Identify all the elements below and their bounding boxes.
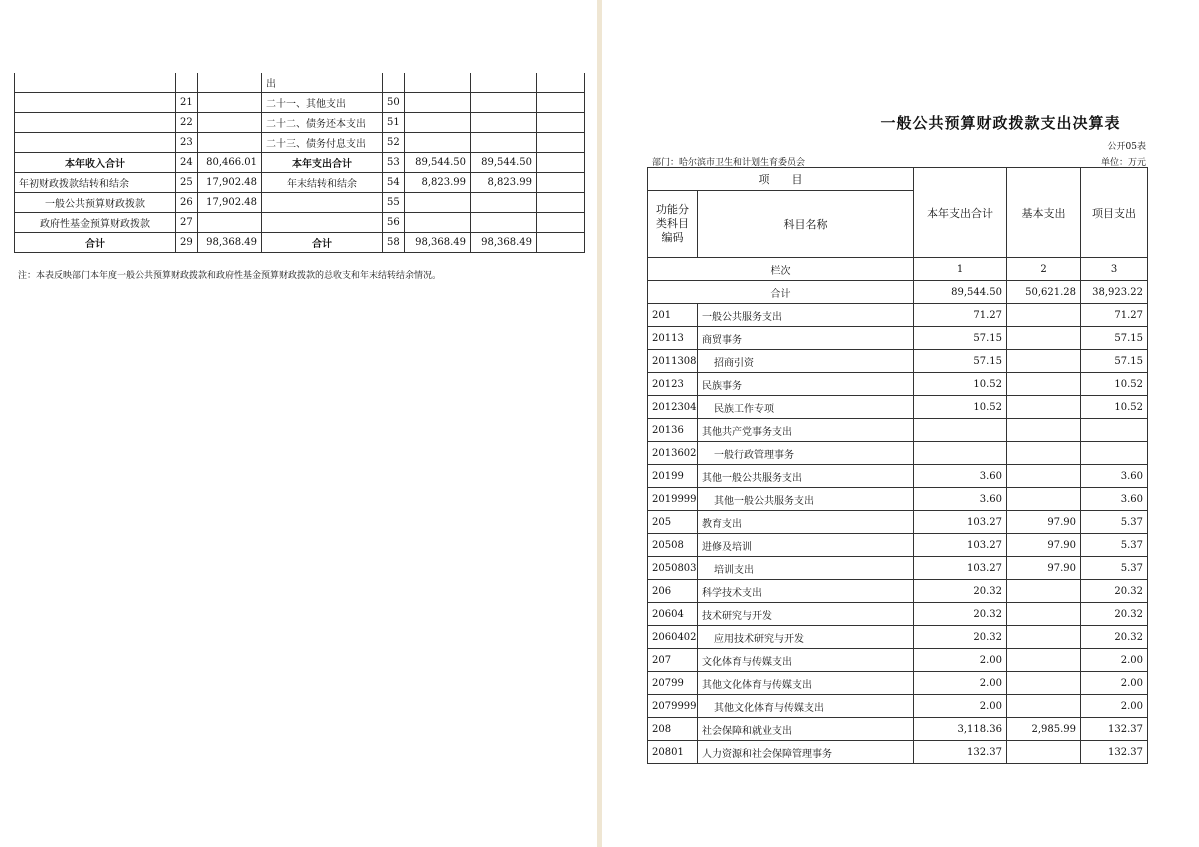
row-name: 其他一般公共服务支出 bbox=[698, 488, 914, 511]
table-cell: 89,544.50 bbox=[405, 153, 471, 173]
table-cell bbox=[537, 153, 585, 173]
row-name: 进修及培训 bbox=[698, 534, 914, 557]
table-cell bbox=[405, 93, 471, 113]
row-name: 招商引资 bbox=[698, 350, 914, 373]
row-project: 71.27 bbox=[1081, 304, 1148, 327]
table-row bbox=[648, 373, 1148, 396]
table-row bbox=[648, 350, 1148, 373]
table-cell bbox=[537, 173, 585, 193]
table-row bbox=[15, 133, 585, 153]
row-total: 103.27 bbox=[914, 511, 1007, 534]
row-total: 2.00 bbox=[914, 649, 1007, 672]
row-name: 商贸事务 bbox=[698, 327, 914, 350]
row-project: 57.15 bbox=[1081, 327, 1148, 350]
header-item: 项 目 bbox=[648, 168, 914, 191]
row-project: 20.32 bbox=[1081, 626, 1148, 649]
table-row bbox=[648, 695, 1148, 718]
table-cell bbox=[537, 193, 585, 213]
header-basic: 基本支出 bbox=[1007, 168, 1081, 258]
table-cell: 80,466.01 bbox=[198, 153, 262, 173]
row-basic: 2,985.99 bbox=[1007, 718, 1081, 741]
header-total: 本年支出合计 bbox=[914, 168, 1007, 258]
column-label: 栏次 bbox=[648, 258, 914, 281]
row-total: 20.32 bbox=[914, 580, 1007, 603]
row-name: 其他共产党事务支出 bbox=[698, 419, 914, 442]
row-basic bbox=[1007, 603, 1081, 626]
row-total: 3.60 bbox=[914, 465, 1007, 488]
row-project: 3.60 bbox=[1081, 488, 1148, 511]
row-basic bbox=[1007, 373, 1081, 396]
sum-total: 89,544.50 bbox=[914, 281, 1007, 304]
row-total: 2.00 bbox=[914, 695, 1007, 718]
row-project: 10.52 bbox=[1081, 396, 1148, 419]
table-row bbox=[648, 442, 1148, 465]
table-cell: 52 bbox=[383, 133, 405, 153]
table-cell: 二十二、债务还本支出 bbox=[262, 113, 383, 133]
row-name: 文化体育与传媒支出 bbox=[698, 649, 914, 672]
row-total: 20.32 bbox=[914, 603, 1007, 626]
table-cell bbox=[537, 233, 585, 253]
row-name: 科学技术支出 bbox=[698, 580, 914, 603]
row-total bbox=[914, 419, 1007, 442]
table-cell: 本年收入合计 bbox=[15, 153, 176, 173]
row-code: 20199 bbox=[648, 465, 698, 488]
table-row bbox=[15, 73, 585, 93]
table-cell: 政府性基金预算财政拨款 bbox=[15, 213, 176, 233]
row-total: 10.52 bbox=[914, 396, 1007, 419]
table-cell: 89,544.50 bbox=[471, 153, 537, 173]
row-basic bbox=[1007, 396, 1081, 419]
row-basic bbox=[1007, 488, 1081, 511]
unit-label: 单位：万元 bbox=[1100, 158, 1146, 168]
row-basic bbox=[1007, 626, 1081, 649]
row-project bbox=[1081, 419, 1148, 442]
table-cell: 合计 bbox=[15, 233, 176, 253]
row-name: 技术研究与开发 bbox=[698, 603, 914, 626]
table-row bbox=[15, 93, 585, 113]
right-page bbox=[602, 0, 1199, 847]
header-project: 项目支出 bbox=[1081, 168, 1148, 258]
table-row bbox=[648, 511, 1148, 534]
table-cell: 一般公共预算财政拨款 bbox=[15, 193, 176, 213]
table-cell bbox=[471, 93, 537, 113]
row-basic bbox=[1007, 695, 1081, 718]
table-cell bbox=[176, 73, 198, 93]
column-3: 3 bbox=[1081, 258, 1148, 281]
department-label: 部门：哈尔滨市卫生和计划生育委员会 bbox=[652, 158, 806, 168]
table-cell bbox=[15, 93, 176, 113]
table-cell bbox=[198, 133, 262, 153]
table-row bbox=[648, 672, 1148, 695]
row-project: 5.37 bbox=[1081, 511, 1148, 534]
row-basic bbox=[1007, 649, 1081, 672]
row-basic: 97.90 bbox=[1007, 557, 1081, 580]
table-cell: 98,368.49 bbox=[405, 233, 471, 253]
row-project: 2.00 bbox=[1081, 649, 1148, 672]
row-project: 2.00 bbox=[1081, 672, 1148, 695]
table-cell bbox=[262, 193, 383, 213]
table-row bbox=[15, 233, 585, 253]
row-code: 2050803 bbox=[648, 557, 698, 580]
table-row bbox=[648, 327, 1148, 350]
row-basic bbox=[1007, 350, 1081, 373]
table-row bbox=[648, 557, 1148, 580]
table-cell: 50 bbox=[383, 93, 405, 113]
table-cell: 21 bbox=[176, 93, 198, 113]
header-code: 功能分类科目编码 bbox=[648, 191, 698, 258]
row-total: 57.15 bbox=[914, 350, 1007, 373]
table-cell: 98,368.49 bbox=[198, 233, 262, 253]
page-title: 一般公共预算财政拨款支出决算表 bbox=[880, 114, 1121, 132]
table-cell bbox=[537, 213, 585, 233]
left-summary-table bbox=[14, 73, 585, 253]
table-row bbox=[648, 580, 1148, 603]
table-cell bbox=[471, 193, 537, 213]
row-code: 205 bbox=[648, 511, 698, 534]
row-project: 10.52 bbox=[1081, 373, 1148, 396]
table-row bbox=[648, 626, 1148, 649]
row-code: 2060402 bbox=[648, 626, 698, 649]
table-row bbox=[648, 304, 1148, 327]
table-cell: 年末结转和结余 bbox=[262, 173, 383, 193]
table-cell: 98,368.49 bbox=[471, 233, 537, 253]
row-code: 20799 bbox=[648, 672, 698, 695]
table-cell bbox=[15, 113, 176, 133]
sum-label: 合计 bbox=[648, 281, 914, 304]
table-cell: 56 bbox=[383, 213, 405, 233]
table-cell bbox=[537, 133, 585, 153]
row-name: 人力资源和社会保障管理事务 bbox=[698, 741, 914, 764]
row-total: 20.32 bbox=[914, 626, 1007, 649]
row-total: 10.52 bbox=[914, 373, 1007, 396]
expenditure-table bbox=[647, 167, 1148, 764]
row-code: 206 bbox=[648, 580, 698, 603]
row-name: 培训支出 bbox=[698, 557, 914, 580]
row-project: 2.00 bbox=[1081, 695, 1148, 718]
table-cell bbox=[405, 213, 471, 233]
column-1: 1 bbox=[914, 258, 1007, 281]
column-2: 2 bbox=[1007, 258, 1081, 281]
table-cell: 51 bbox=[383, 113, 405, 133]
row-code: 20123 bbox=[648, 373, 698, 396]
table-cell bbox=[537, 93, 585, 113]
row-total: 71.27 bbox=[914, 304, 1007, 327]
row-total: 3.60 bbox=[914, 488, 1007, 511]
table-cell: 55 bbox=[383, 193, 405, 213]
row-code: 20604 bbox=[648, 603, 698, 626]
row-code: 201 bbox=[648, 304, 698, 327]
table-cell bbox=[198, 113, 262, 133]
sum-project: 38,923.22 bbox=[1081, 281, 1148, 304]
row-basic bbox=[1007, 580, 1081, 603]
row-project: 20.32 bbox=[1081, 603, 1148, 626]
row-name: 一般公共服务支出 bbox=[698, 304, 914, 327]
table-row bbox=[648, 419, 1148, 442]
form-code: 公开05表 bbox=[1107, 142, 1146, 152]
row-name: 民族工作专项 bbox=[698, 396, 914, 419]
table-cell bbox=[471, 113, 537, 133]
row-project: 132.37 bbox=[1081, 741, 1148, 764]
row-code: 20508 bbox=[648, 534, 698, 557]
table-row bbox=[15, 213, 585, 233]
table-cell bbox=[15, 73, 176, 93]
row-basic bbox=[1007, 304, 1081, 327]
row-total: 103.27 bbox=[914, 534, 1007, 557]
table-row bbox=[648, 534, 1148, 557]
row-code: 208 bbox=[648, 718, 698, 741]
table-cell: 27 bbox=[176, 213, 198, 233]
row-basic bbox=[1007, 419, 1081, 442]
table-cell: 26 bbox=[176, 193, 198, 213]
row-name: 社会保障和就业支出 bbox=[698, 718, 914, 741]
table-cell bbox=[471, 73, 537, 93]
row-name: 教育支出 bbox=[698, 511, 914, 534]
row-code: 20801 bbox=[648, 741, 698, 764]
table-cell: 17,902.48 bbox=[198, 173, 262, 193]
row-basic: 97.90 bbox=[1007, 511, 1081, 534]
table-cell bbox=[471, 133, 537, 153]
row-name: 其他文化体育与传媒支出 bbox=[698, 695, 914, 718]
left-note: 注：本表反映部门本年度一般公共预算财政拨款和政府性基金预算财政拨款的总收支和年末结转结余情况。 bbox=[18, 271, 442, 281]
row-code: 2013602 bbox=[648, 442, 698, 465]
table-cell bbox=[198, 73, 262, 93]
row-code: 2012304 bbox=[648, 396, 698, 419]
table-cell: 本年支出合计 bbox=[262, 153, 383, 173]
row-code: 20113 bbox=[648, 327, 698, 350]
table-cell: 17,902.48 bbox=[198, 193, 262, 213]
row-name: 民族事务 bbox=[698, 373, 914, 396]
table-cell: 25 bbox=[176, 173, 198, 193]
left-page bbox=[0, 0, 597, 847]
table-row bbox=[648, 396, 1148, 419]
table-cell: 二十一、其他支出 bbox=[262, 93, 383, 113]
table-cell: 22 bbox=[176, 113, 198, 133]
table-cell: 8,823.99 bbox=[471, 173, 537, 193]
header-name: 科目名称 bbox=[698, 191, 914, 258]
sum-basic: 50,621.28 bbox=[1007, 281, 1081, 304]
table-row bbox=[648, 741, 1148, 764]
table-row bbox=[15, 193, 585, 213]
table-row bbox=[648, 603, 1148, 626]
table-row bbox=[648, 649, 1148, 672]
table-cell bbox=[383, 73, 405, 93]
table-cell: 8,823.99 bbox=[405, 173, 471, 193]
table-row bbox=[648, 465, 1148, 488]
row-code: 2079999 bbox=[648, 695, 698, 718]
row-total: 132.37 bbox=[914, 741, 1007, 764]
row-total: 57.15 bbox=[914, 327, 1007, 350]
row-project: 20.32 bbox=[1081, 580, 1148, 603]
table-cell: 出 bbox=[262, 73, 383, 93]
table-cell: 年初财政拨款结转和结余 bbox=[15, 173, 176, 193]
row-basic: 97.90 bbox=[1007, 534, 1081, 557]
row-name: 一般行政管理事务 bbox=[698, 442, 914, 465]
row-project: 132.37 bbox=[1081, 718, 1148, 741]
table-cell bbox=[262, 213, 383, 233]
table-cell: 54 bbox=[383, 173, 405, 193]
table-cell: 23 bbox=[176, 133, 198, 153]
table-cell bbox=[405, 193, 471, 213]
row-basic bbox=[1007, 465, 1081, 488]
table-cell bbox=[537, 73, 585, 93]
row-total: 3,118.36 bbox=[914, 718, 1007, 741]
table-row bbox=[15, 153, 585, 173]
row-project bbox=[1081, 442, 1148, 465]
table-cell: 24 bbox=[176, 153, 198, 173]
table-cell: 58 bbox=[383, 233, 405, 253]
table-cell: 29 bbox=[176, 233, 198, 253]
table-row bbox=[648, 488, 1148, 511]
table-row bbox=[15, 173, 585, 193]
row-basic bbox=[1007, 442, 1081, 465]
table-cell: 53 bbox=[383, 153, 405, 173]
table-cell bbox=[198, 93, 262, 113]
row-total: 103.27 bbox=[914, 557, 1007, 580]
row-project: 5.37 bbox=[1081, 557, 1148, 580]
row-code: 2019999 bbox=[648, 488, 698, 511]
table-cell bbox=[198, 213, 262, 233]
table-cell: 二十三、债务付息支出 bbox=[262, 133, 383, 153]
table-cell bbox=[537, 113, 585, 133]
row-code: 2011308 bbox=[648, 350, 698, 373]
row-project: 3.60 bbox=[1081, 465, 1148, 488]
table-row bbox=[15, 113, 585, 133]
table-cell bbox=[405, 133, 471, 153]
table-cell bbox=[471, 213, 537, 233]
row-basic bbox=[1007, 327, 1081, 350]
table-cell bbox=[405, 113, 471, 133]
table-cell: 合计 bbox=[262, 233, 383, 253]
row-total bbox=[914, 442, 1007, 465]
row-name: 应用技术研究与开发 bbox=[698, 626, 914, 649]
table-row bbox=[648, 718, 1148, 741]
row-code: 207 bbox=[648, 649, 698, 672]
row-name: 其他文化体育与传媒支出 bbox=[698, 672, 914, 695]
row-basic bbox=[1007, 741, 1081, 764]
row-name: 其他一般公共服务支出 bbox=[698, 465, 914, 488]
row-code: 20136 bbox=[648, 419, 698, 442]
row-project: 57.15 bbox=[1081, 350, 1148, 373]
row-total: 2.00 bbox=[914, 672, 1007, 695]
row-project: 5.37 bbox=[1081, 534, 1148, 557]
table-cell bbox=[405, 73, 471, 93]
row-basic bbox=[1007, 672, 1081, 695]
table-cell bbox=[15, 133, 176, 153]
